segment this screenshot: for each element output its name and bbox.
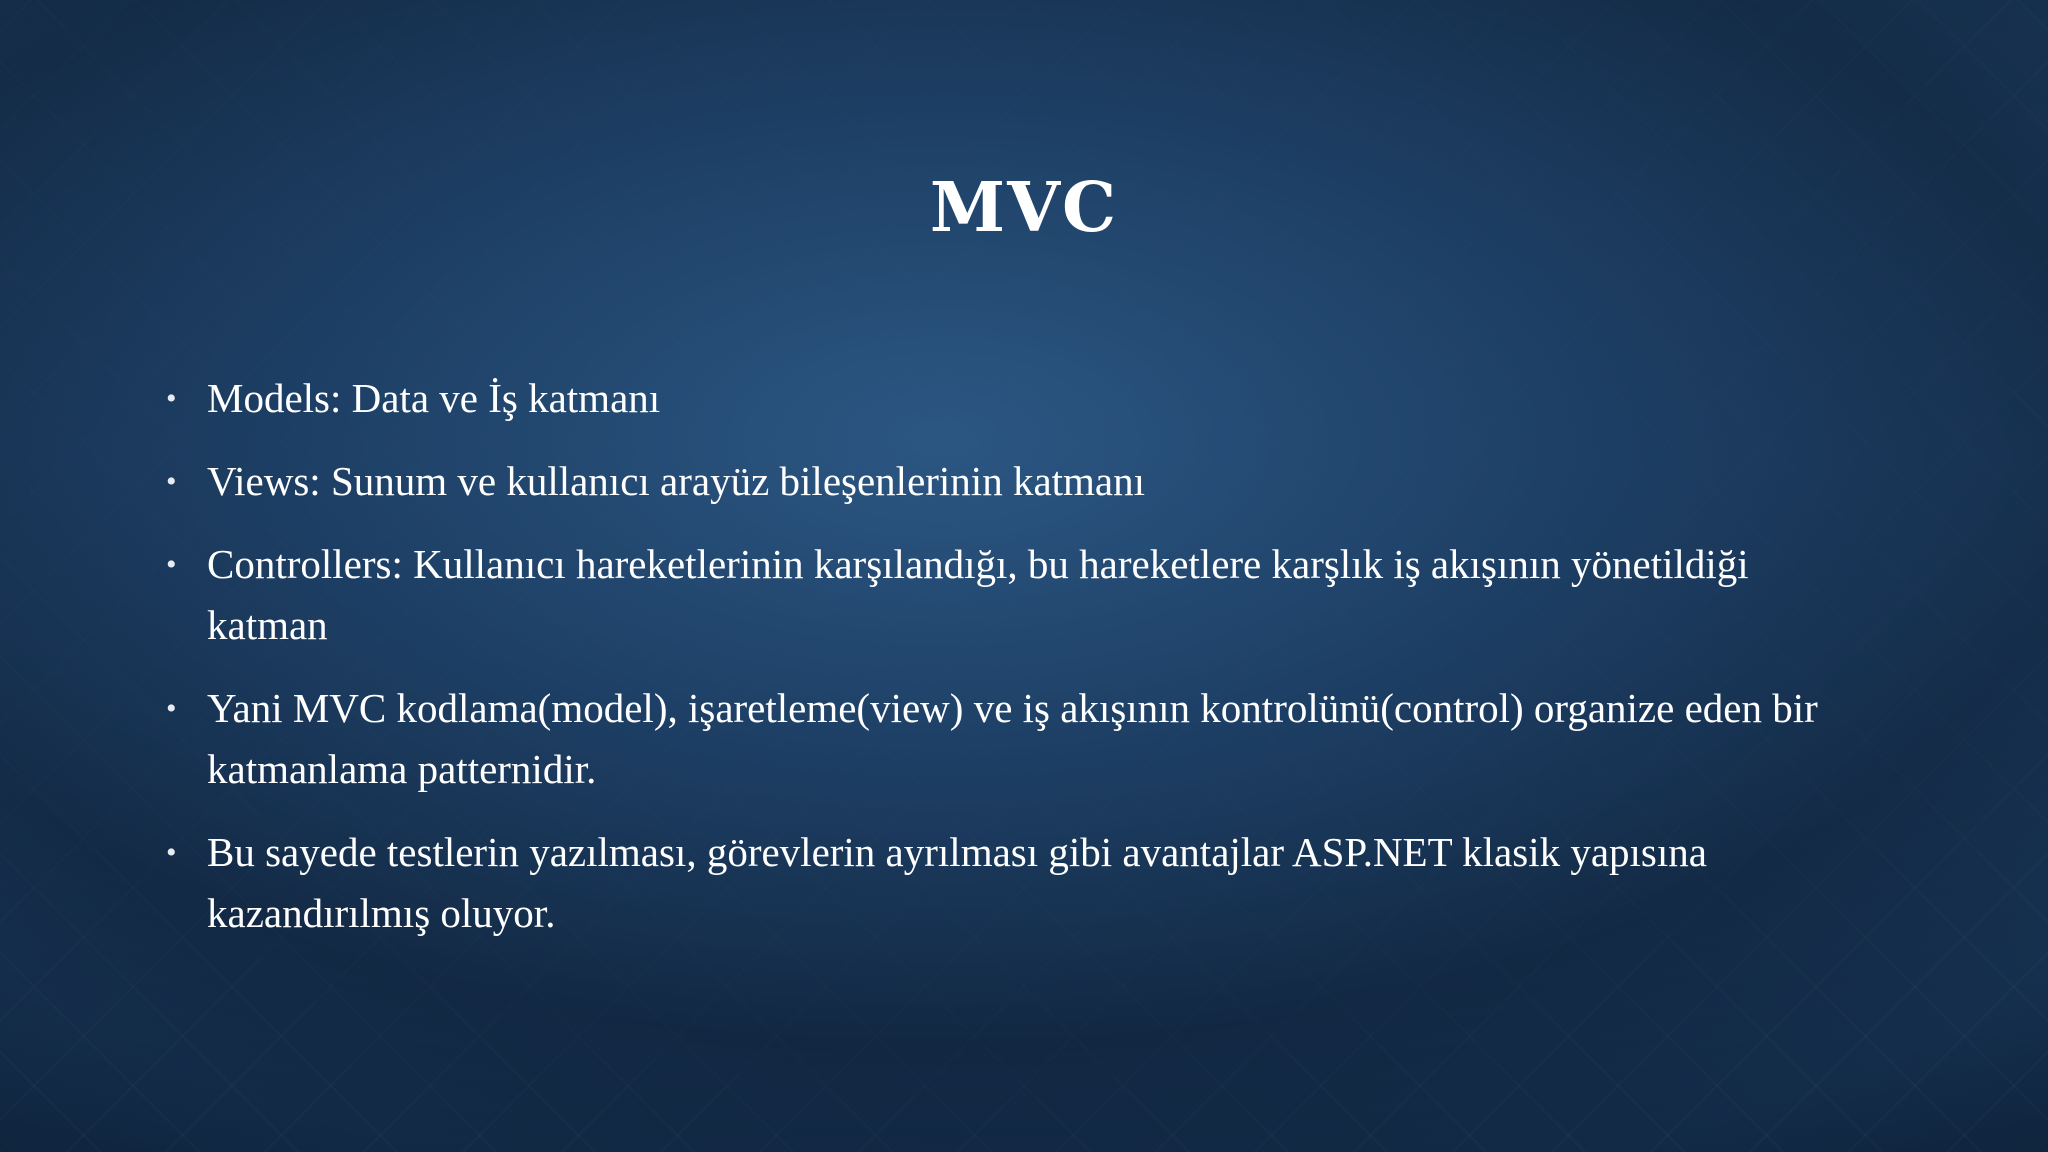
bullet-dot-icon: • <box>166 836 177 869</box>
bullet-text: Models: Data ve İş katmanı <box>207 375 661 421</box>
bullet-item <box>166 368 1866 429</box>
bullet-text: Yani MVC kodlama(model), işaretleme(view) ve iş akışının kontrolünü(control) organize eden bir katmanlama patternidir. <box>207 685 1818 792</box>
bullet-dot-icon: • <box>166 382 177 415</box>
bullet-dot-icon: • <box>166 692 177 725</box>
bullet-item <box>166 451 1866 512</box>
bullet-text: Views: Sunum ve kullanıcı arayüz bileşenlerinin katmanı <box>207 458 1146 504</box>
bullet-item <box>166 678 1866 800</box>
slide-title: MVC <box>929 168 1119 248</box>
bullet-item <box>166 534 1866 656</box>
bullet-dot-icon: • <box>166 465 177 498</box>
bullet-item <box>166 822 1866 944</box>
bullet-dot-icon: • <box>166 548 177 581</box>
bullet-list <box>166 368 1866 966</box>
bullet-text: Bu sayede testlerin yazılması, görevlerin ayrılması gibi avantajlar ASP.NET klasik yapısına kazandırılmış oluyor. <box>207 829 1707 936</box>
bullet-text: Controllers: Kullanıcı hareketlerinin karşılandığı, bu hareketlere karşlık iş akışının yönetildiği katman <box>207 541 1749 648</box>
